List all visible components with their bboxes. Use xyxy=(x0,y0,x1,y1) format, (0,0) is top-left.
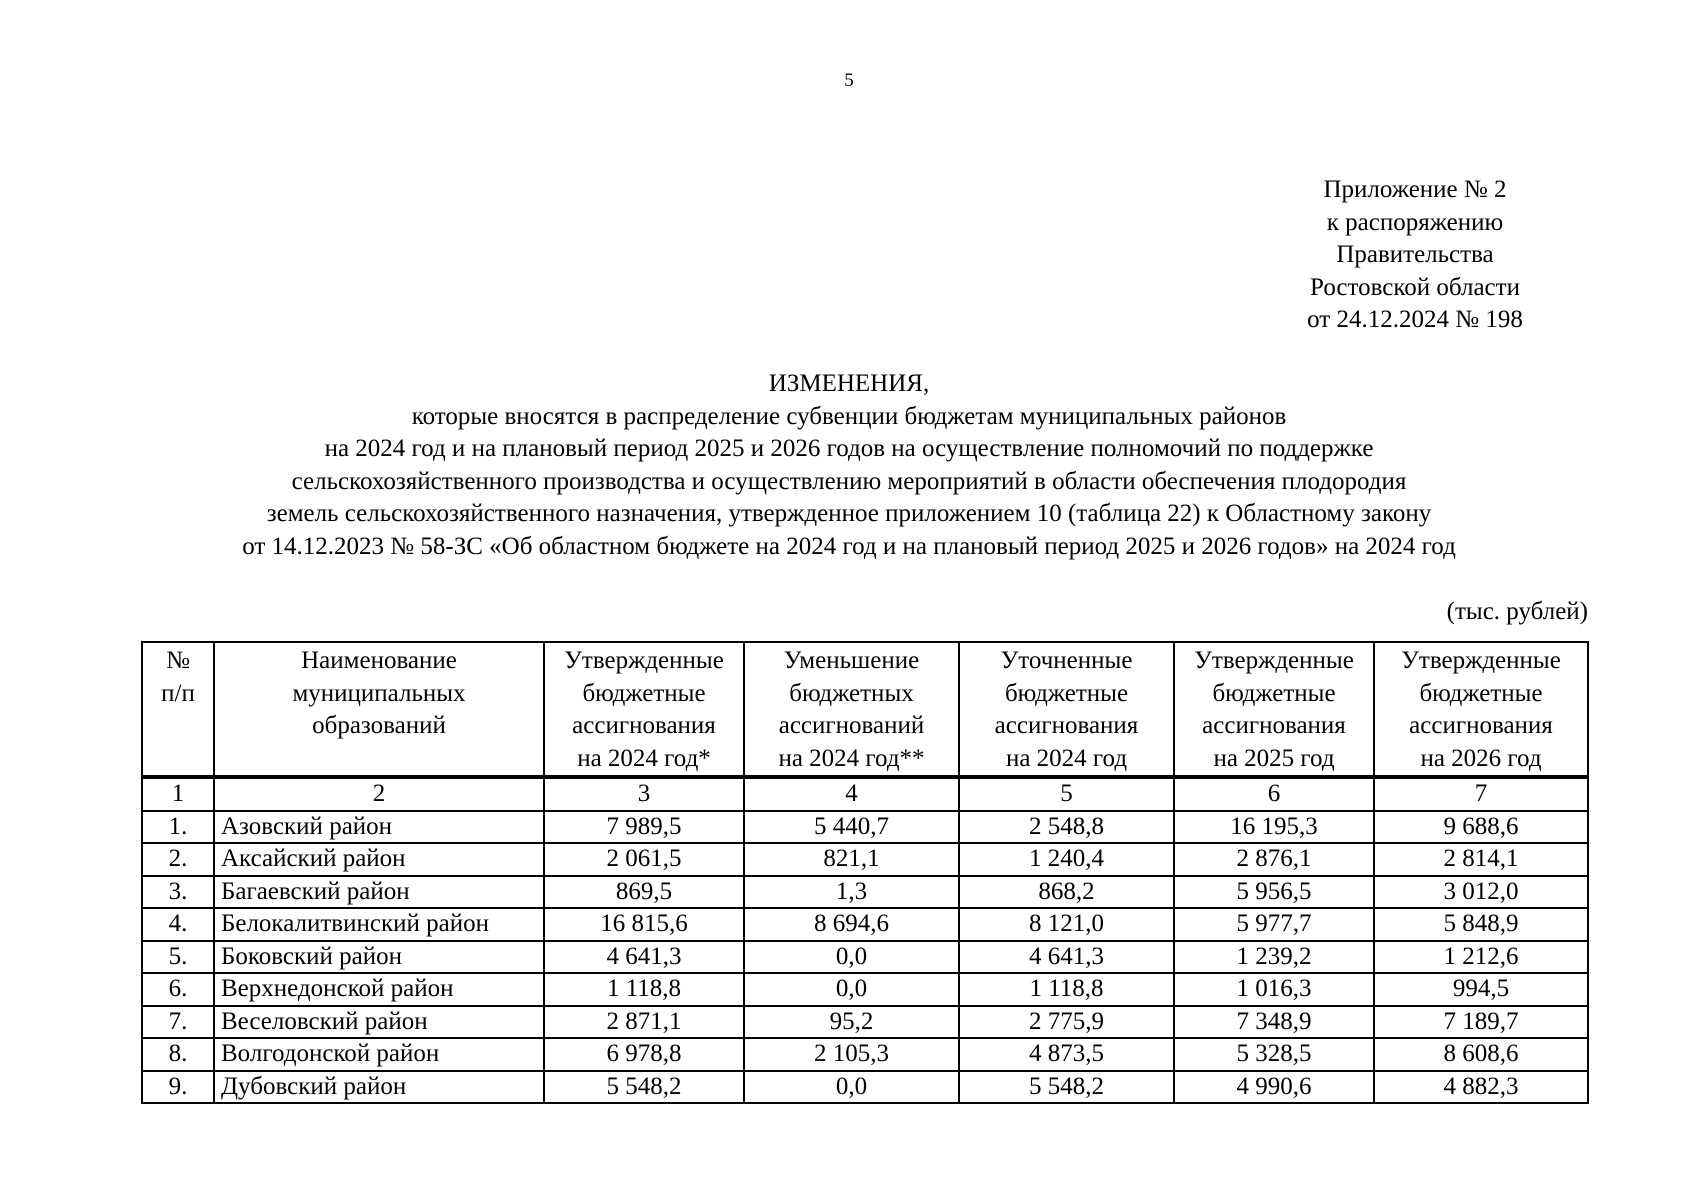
value-cell: 994,5 xyxy=(1374,973,1588,1006)
value-cell: 5 977,7 xyxy=(1174,908,1374,941)
value-cell: 1 118,8 xyxy=(544,973,744,1006)
value-cell: 5 548,2 xyxy=(959,1071,1174,1104)
table-row xyxy=(142,1038,1588,1071)
header-number: № п/п xyxy=(142,642,214,777)
value-cell: 2 548,8 xyxy=(959,811,1174,844)
value-cell: 2 061,5 xyxy=(544,843,744,876)
header-decrease-2024: Уменьшение бюджетных ассигнований на 2024 год** xyxy=(744,642,959,777)
value-cell: 869,5 xyxy=(544,876,744,909)
value-cell: 1 240,4 xyxy=(959,843,1174,876)
municipality-name: Белокалитвинский район xyxy=(214,908,544,941)
column-number: 7 xyxy=(1374,777,1588,811)
units-label: (тыс. рублей) xyxy=(1446,598,1588,625)
municipality-name: Азовский район xyxy=(214,811,544,844)
row-number: 7. xyxy=(142,1006,214,1039)
table-row xyxy=(142,908,1588,941)
value-cell: 5 440,7 xyxy=(744,811,959,844)
value-cell: 3 012,0 xyxy=(1374,876,1588,909)
row-number: 1. xyxy=(142,811,214,844)
value-cell: 5 328,5 xyxy=(1174,1038,1374,1071)
value-cell: 5 848,9 xyxy=(1374,908,1588,941)
title-line: земель сельскохозяйственного назначения, утвержденное приложением 10 (таблица 22) к Областному закону xyxy=(266,500,1432,527)
row-number: 8. xyxy=(142,1038,214,1071)
budget-table xyxy=(141,641,1589,1104)
table-row xyxy=(142,811,1588,844)
value-cell: 7 989,5 xyxy=(544,811,744,844)
value-cell: 2 876,1 xyxy=(1174,843,1374,876)
title-heading: ИЗМЕНЕНИЯ, xyxy=(768,370,930,397)
value-cell: 2 775,9 xyxy=(959,1006,1174,1039)
value-cell: 0,0 xyxy=(744,1071,959,1104)
row-number: 4. xyxy=(142,908,214,941)
header-municipality: Наименование муниципальных образований xyxy=(214,642,544,777)
value-cell: 2 814,1 xyxy=(1374,843,1588,876)
value-cell: 0,0 xyxy=(744,973,959,1006)
row-number: 6. xyxy=(142,973,214,1006)
value-cell: 4 882,3 xyxy=(1374,1071,1588,1104)
value-cell: 868,2 xyxy=(959,876,1174,909)
row-number: 9. xyxy=(142,1071,214,1104)
column-number: 2 xyxy=(214,777,544,811)
header-approved-2026: Утвержденные бюджетные ассигнования на 2026 год xyxy=(1374,642,1588,777)
column-number: 1 xyxy=(142,777,214,811)
value-cell: 7 189,7 xyxy=(1374,1006,1588,1039)
value-cell: 4 641,3 xyxy=(544,941,744,974)
table-row xyxy=(142,1071,1588,1104)
value-cell: 5 548,2 xyxy=(544,1071,744,1104)
column-number: 3 xyxy=(544,777,744,811)
row-number: 3. xyxy=(142,876,214,909)
value-cell: 4 873,5 xyxy=(959,1038,1174,1071)
value-cell: 1 118,8 xyxy=(959,973,1174,1006)
municipality-name: Верхнедонской район xyxy=(214,973,544,1006)
value-cell: 1 239,2 xyxy=(1174,941,1374,974)
value-cell: 2 105,3 xyxy=(744,1038,959,1071)
value-cell: 1,3 xyxy=(744,876,959,909)
municipality-name: Боковский район xyxy=(214,941,544,974)
column-number: 6 xyxy=(1174,777,1374,811)
row-number: 2. xyxy=(142,843,214,876)
value-cell: 1 016,3 xyxy=(1174,973,1374,1006)
value-cell: 8 121,0 xyxy=(959,908,1174,941)
column-number: 4 xyxy=(744,777,959,811)
value-cell: 9 688,6 xyxy=(1374,811,1588,844)
value-cell: 2 871,1 xyxy=(544,1006,744,1039)
municipality-name: Дубовский район xyxy=(214,1071,544,1104)
table-header-row xyxy=(142,642,1588,777)
value-cell: 16 815,6 xyxy=(544,908,744,941)
value-cell: 5 956,5 xyxy=(1174,876,1374,909)
value-cell: 7 348,9 xyxy=(1174,1006,1374,1039)
table-row xyxy=(142,843,1588,876)
document-title xyxy=(0,368,1698,563)
municipality-name: Аксайский район xyxy=(214,843,544,876)
municipality-name: Волгодонской район xyxy=(214,1038,544,1071)
municipality-name: Багаевский район xyxy=(214,876,544,909)
title-line: которые вносятся в распределение субвенции бюджетам муниципальных районов xyxy=(411,402,1287,430)
table-row xyxy=(142,941,1588,974)
value-cell: 95,2 xyxy=(744,1006,959,1039)
column-numbers-row xyxy=(142,777,1588,811)
header-approved-2025: Утвержденные бюджетные ассигнования на 2025 год xyxy=(1174,642,1374,777)
value-cell: 8 608,6 xyxy=(1374,1038,1588,1071)
value-cell: 6 978,8 xyxy=(544,1038,744,1071)
table-row xyxy=(142,973,1588,1006)
page-number: 5 xyxy=(844,70,854,91)
appendix-line: Ростовской области xyxy=(1310,273,1520,301)
header-approved-2024: Утвержденные бюджетные ассигнования на 2024 год* xyxy=(544,642,744,777)
municipality-name: Веселовский район xyxy=(214,1006,544,1039)
column-number: 5 xyxy=(959,777,1174,811)
header-revised-2024: Уточненные бюджетные ассигнования на 2024 год xyxy=(959,642,1174,777)
value-cell: 1 212,6 xyxy=(1374,941,1588,974)
row-number: 5. xyxy=(142,941,214,974)
title-line: на 2024 год и на плановый период 2025 и 2026 годов на осуществление полномочий по поддержке xyxy=(324,435,1374,462)
value-cell: 8 694,6 xyxy=(744,908,959,941)
appendix-line: Приложение № 2 xyxy=(1323,176,1507,203)
value-cell: 4 990,6 xyxy=(1174,1071,1374,1104)
value-cell: 16 195,3 xyxy=(1174,811,1374,844)
table-row xyxy=(142,1006,1588,1039)
value-cell: 4 641,3 xyxy=(959,941,1174,974)
appendix-line: Правительства xyxy=(1336,241,1494,268)
appendix-line: от 24.12.2024 № 198 xyxy=(1307,306,1523,333)
appendix-reference xyxy=(1215,174,1615,337)
value-cell: 0,0 xyxy=(744,941,959,974)
table-row xyxy=(142,876,1588,909)
title-line: от 14.12.2023 № 58-ЗС «Об областном бюджете на 2024 год и на плановый период 2025 и 2026 годов» на 2024 год xyxy=(242,532,1456,560)
value-cell: 821,1 xyxy=(744,843,959,876)
title-line: сельскохозяйственного производства и осуществлению мероприятий в области обеспечения плодородия xyxy=(291,467,1407,495)
appendix-line: к распоряжению xyxy=(1326,208,1504,236)
